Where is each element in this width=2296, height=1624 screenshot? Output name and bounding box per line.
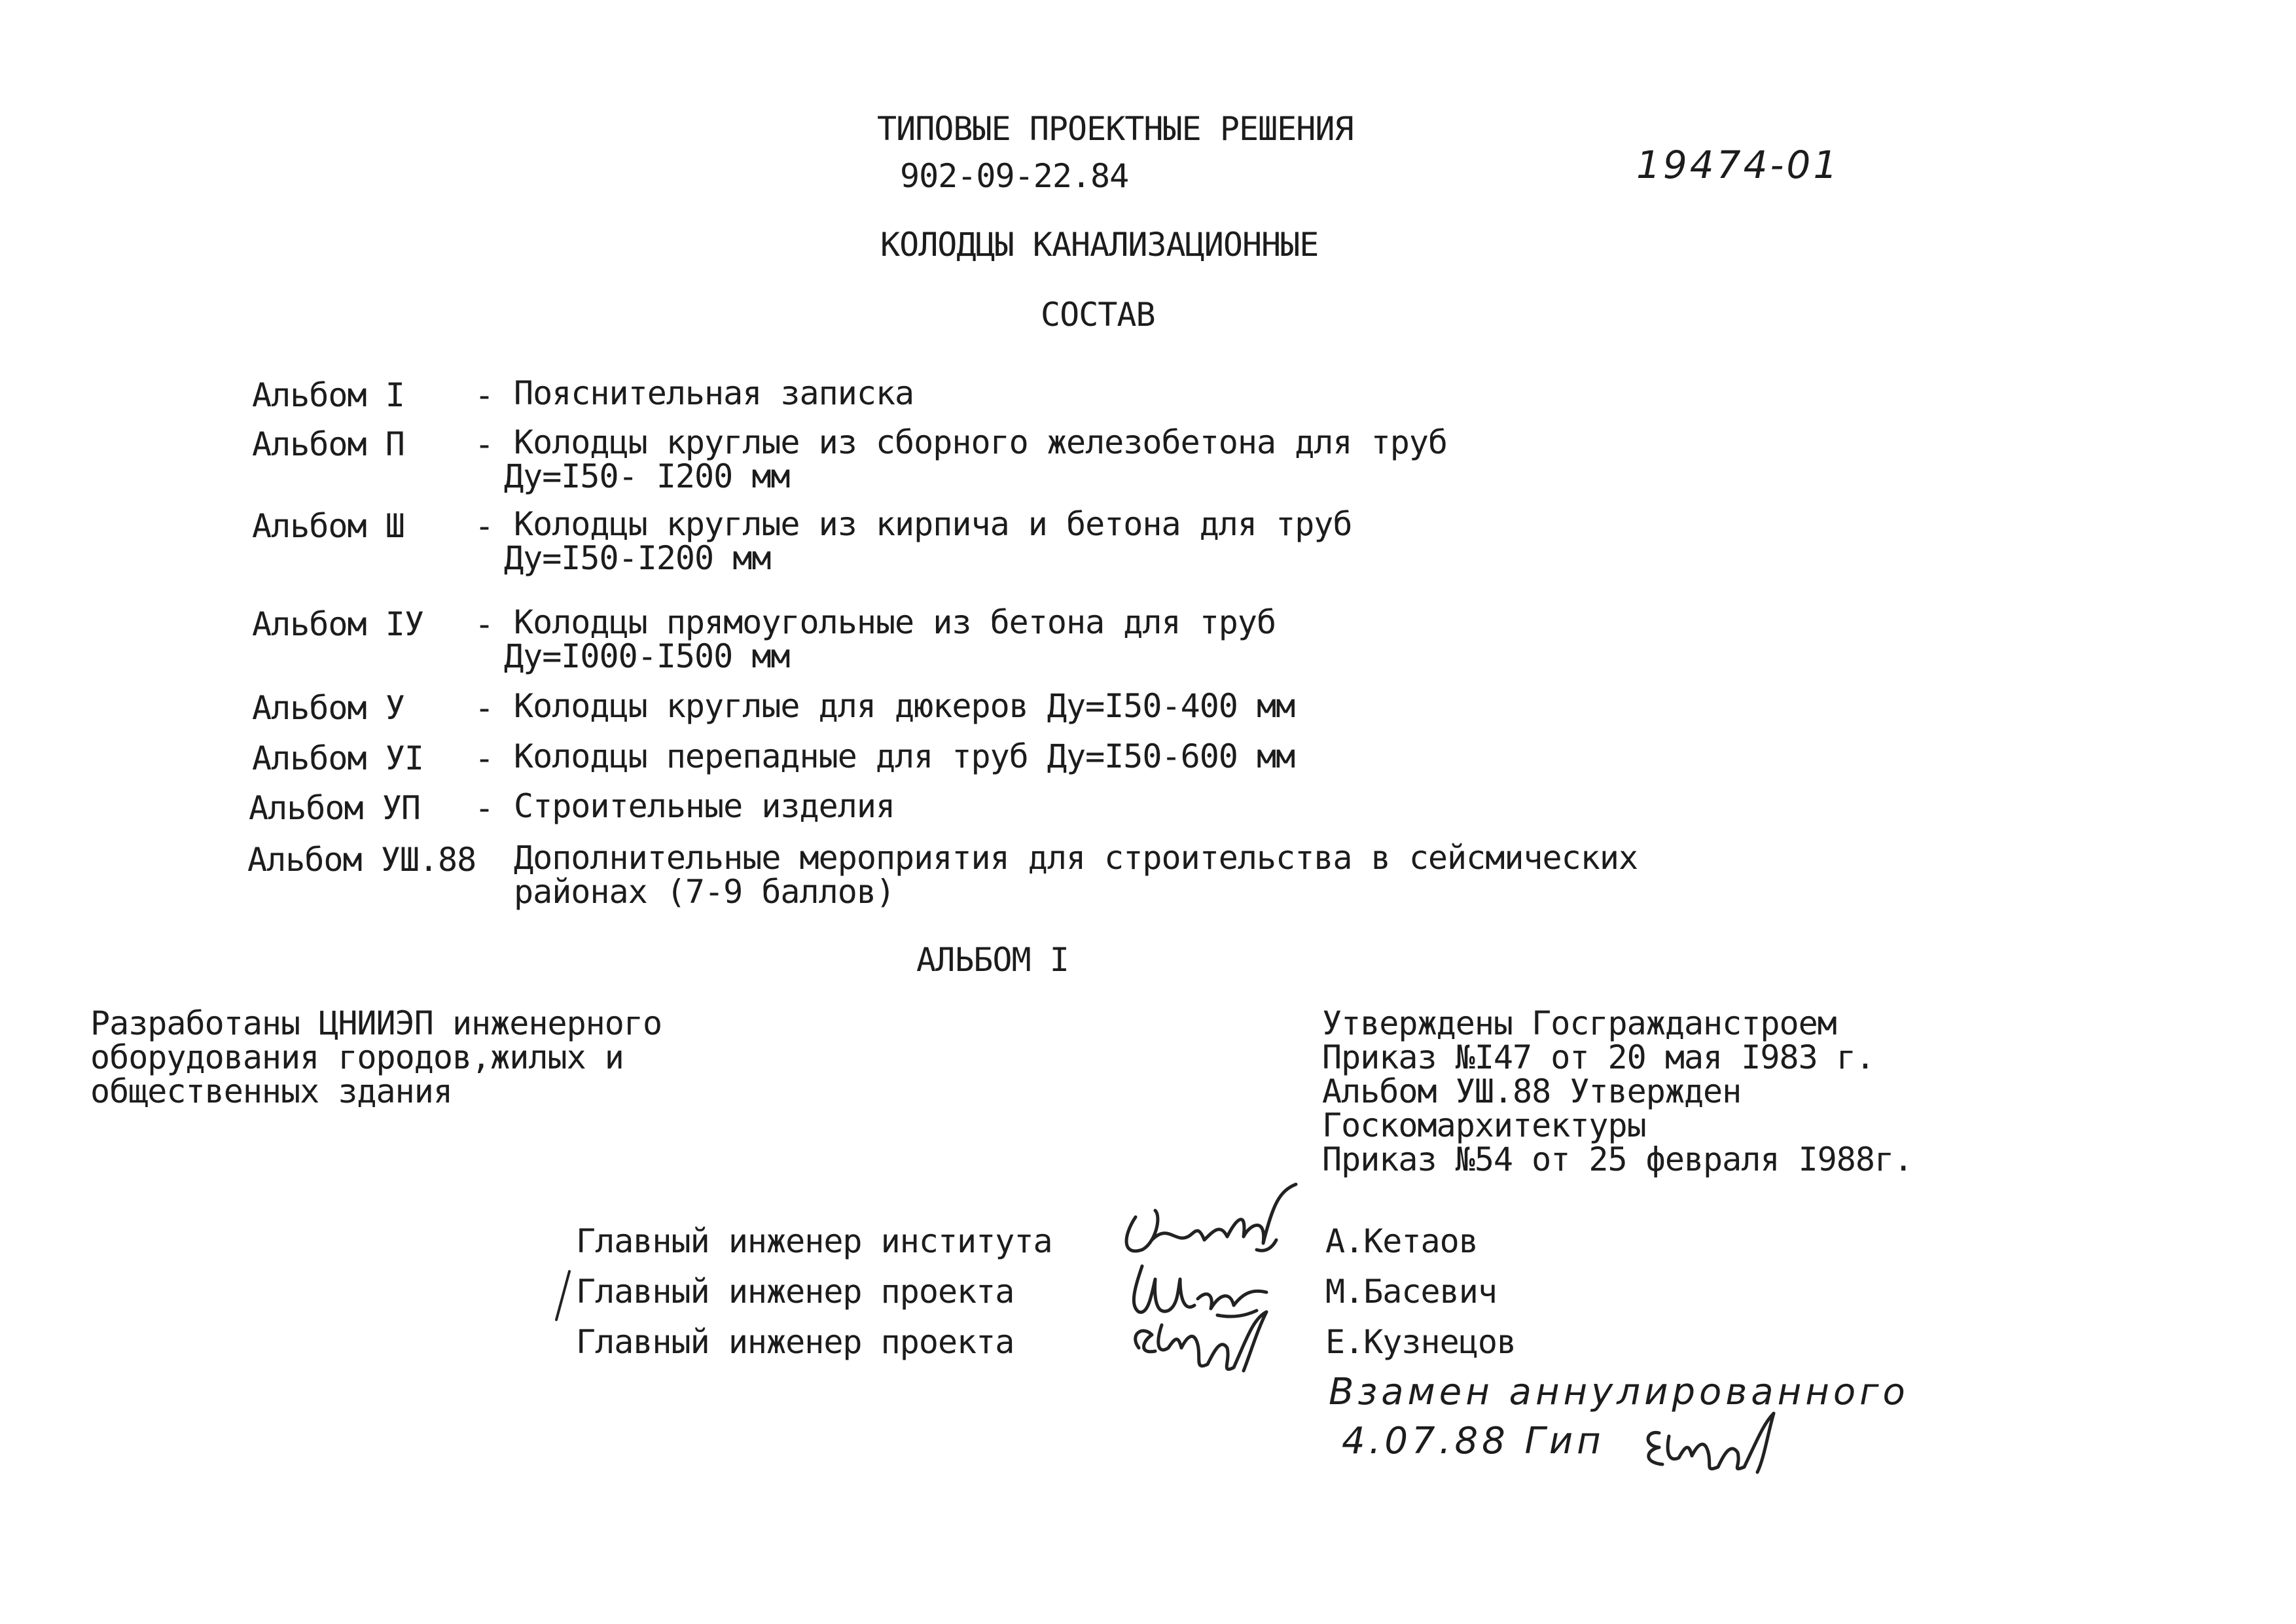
album-dash: -: [475, 739, 494, 777]
album-name: Альбом УШ.88: [247, 841, 476, 879]
album-description: Колодцы прямоугольные из бетона для труб: [514, 603, 1276, 641]
album-name: Альбом УI: [252, 739, 423, 777]
album-name: Альбом УП: [249, 789, 420, 827]
album-dash: -: [475, 376, 494, 414]
album-description-cont: Ду=I50- I200 мм: [504, 457, 790, 495]
developer-line: оборудования городов,жилых и: [90, 1038, 624, 1076]
album-name: Альбом Ш: [252, 507, 404, 545]
signature-role: Главный инженер проекта: [576, 1323, 1014, 1361]
project-code: 902-09-22.84: [900, 157, 1129, 195]
album-description-cont: Ду=I50-I200 мм: [504, 539, 771, 577]
developer-line: Разработаны ЦНИИЭП инженерного: [90, 1004, 662, 1042]
approval-line: Приказ №54 от 25 февраля I988г.: [1322, 1140, 1913, 1178]
signature-role: Главный инженер института: [576, 1222, 1052, 1260]
signature-name: М.Басевич: [1325, 1273, 1497, 1311]
document-title: КОЛОДЦЫ КАНАЛИЗАЦИОННЫЕ: [880, 226, 1319, 264]
album-dash: -: [475, 689, 494, 727]
album-description: Колодцы круглые из сборного железобетона для труб: [514, 423, 1448, 461]
signature-name: Е.Кузнецов: [1325, 1323, 1516, 1361]
current-album-heading: АЛЬБОМ I: [916, 941, 1069, 979]
series-title: ТИПОВЫЕ ПРОЕКТНЫЕ РЕШЕНИЯ: [877, 110, 1354, 148]
signature-name: А.Кетаов: [1325, 1222, 1478, 1260]
album-description-cont: районах (7-9 баллов): [514, 873, 895, 911]
album-dash: -: [475, 507, 494, 545]
handwritten-slash-mark: [550, 1266, 576, 1325]
album-name: Альбом IУ: [252, 605, 423, 643]
album-description-cont: Ду=I000-I500 мм: [504, 637, 790, 675]
developer-block: [90, 1006, 662, 1108]
album-dash: -: [475, 425, 494, 463]
album-name: Альбом У: [252, 689, 404, 727]
signature-scribble-kuznetsov: [1116, 1299, 1293, 1377]
handwritten-archive-number: 19474-01: [1636, 143, 1840, 187]
album-name: Альбом П: [252, 425, 404, 463]
approval-block: [1322, 1006, 1912, 1176]
album-dash: -: [475, 605, 494, 643]
developer-line: общественных здания: [90, 1072, 452, 1110]
handwritten-note-signature: [1633, 1407, 1849, 1479]
album-description: Пояснительная записка: [514, 374, 914, 412]
album-description: Колодцы круглые из кирпича и бетона для труб: [514, 505, 1352, 543]
album-description: Колодцы перепадные для труб Ду=I50-600 мм: [514, 737, 1295, 775]
album-dash: -: [475, 789, 494, 827]
signature-role: Главный инженер проекта: [576, 1273, 1014, 1311]
album-name: Альбом I: [252, 376, 404, 414]
approval-line: Утверждены Госгражданстроем: [1322, 1004, 1837, 1042]
album-description: Колодцы круглые для дюкеров Ду=I50-400 мм: [514, 687, 1295, 725]
handwritten-note-line1: Взамен аннулированного: [1329, 1371, 1909, 1413]
signature-scribble-ketaov: [1116, 1178, 1312, 1263]
approval-line: Госкомархитектуры: [1322, 1106, 1646, 1144]
composition-heading: СОСТАВ: [1041, 296, 1155, 334]
approval-line: Приказ №I47 от 20 мая I983 г.: [1322, 1038, 1874, 1076]
album-description: Строительные изделия: [514, 787, 895, 825]
approval-line: Альбом УШ.88 Утвержден: [1322, 1072, 1742, 1110]
handwritten-note-line2: 4.07.88 Гип: [1342, 1420, 1605, 1462]
album-description: Дополнительные мероприятия для строительства в сейсмических: [514, 839, 1638, 877]
